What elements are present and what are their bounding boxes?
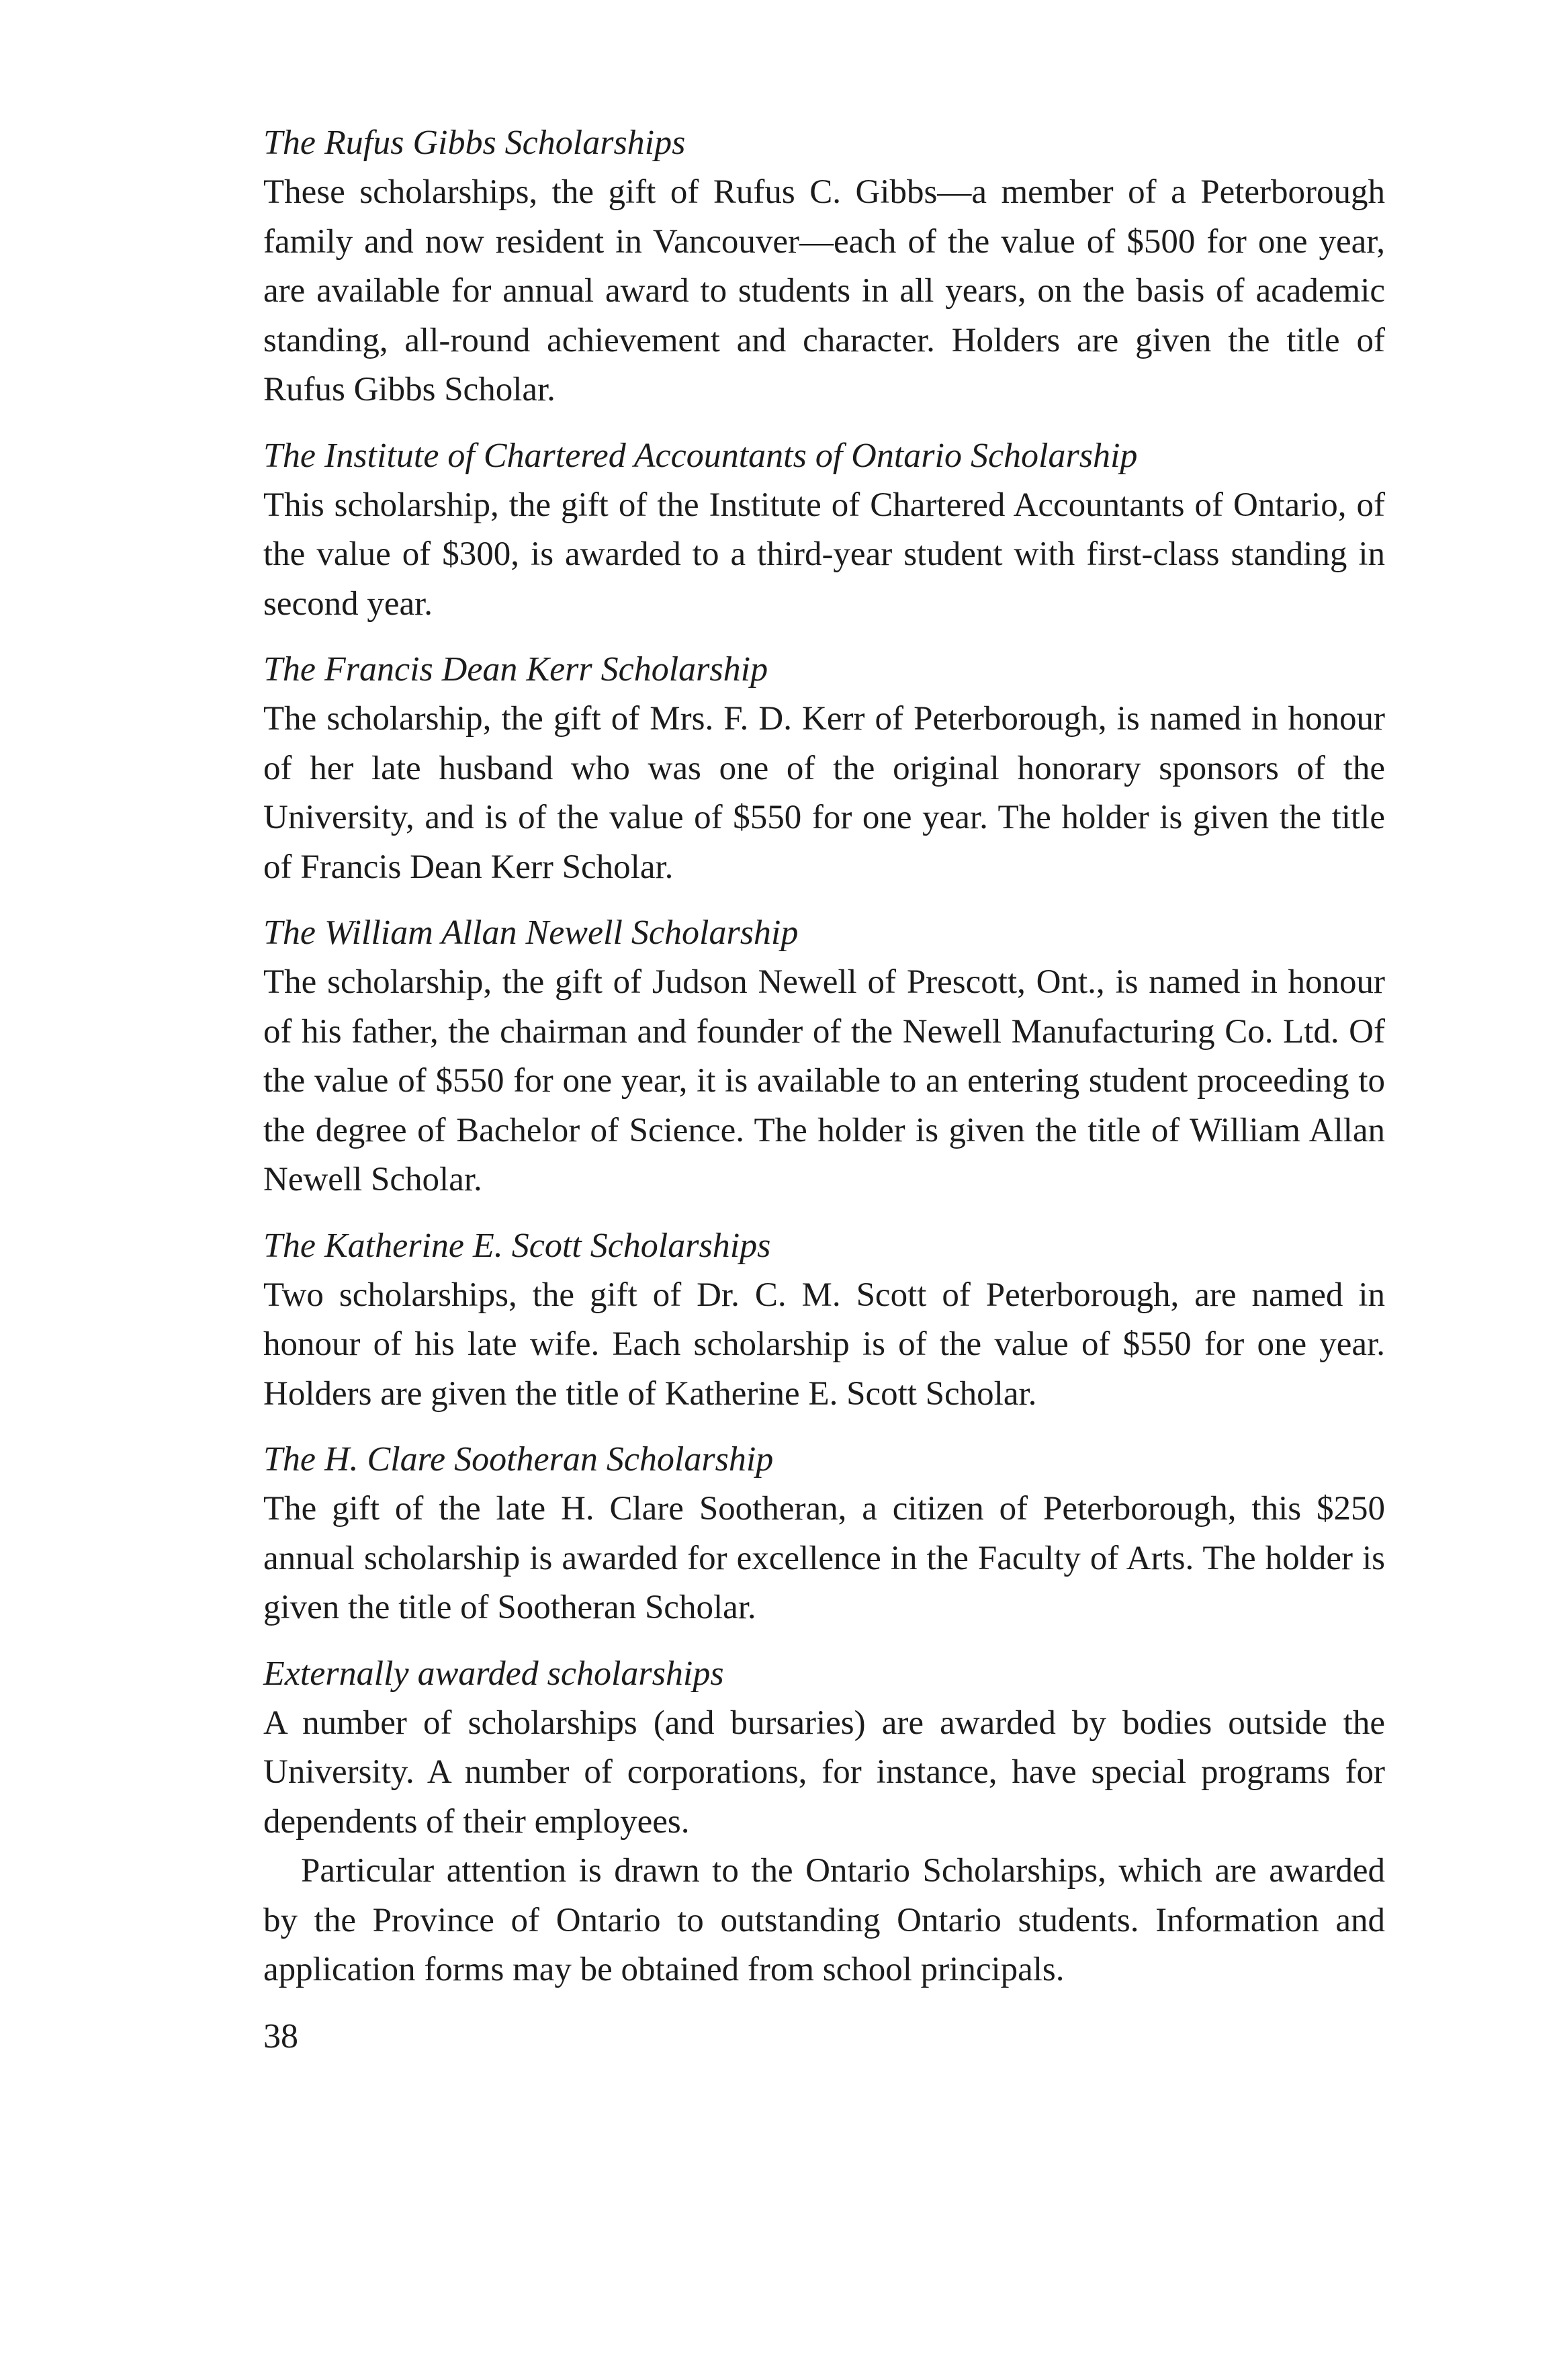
section-paragraph: The gift of the late H. Clare Sootheran, a citizen of Peterborough, this $250 annual scholarship is awarded for excellence in the Faculty of Arts. The holder is given the title of Sootheran Scholar. [263,1490,1385,1626]
section-heading: The Rufus Gibbs Scholarships [263,124,686,162]
section-paragraph: The scholarship, the gift of Mrs. F. D. Kerr of Peterborough, is named in honour of her late husband who was one of the original honorary sponsors of the University, and is of the value of $550 for one year. The holder is given the title of Francis Dean Kerr Scholar. [263,700,1385,886]
section-paragraph: This scholarship, the gift of the Institute of Chartered Accountants of Ontario, of the value of $300, is awarded to a third-year student with first-class standing in second year. [263,486,1385,623]
section-heading: Externally awarded scholarships [263,1654,724,1693]
section-paragraph: The scholarship, the gift of Judson Newell of Prescott, Ont., is named in honour of his father, the chairman and founder of the Newell Manufacturing Co. Ltd. Of the value of $550 for one year, it is available to an entering student proceeding to the degree of Bachelor of Science. The holder is given the title of William Allan Newell Scholar. [263,963,1385,1198]
section-rufus-gibbs [263,121,1385,415]
section-paragraph: These scholarships, the gift of Rufus C. Gibbs—a member of a Peterborough family and now resident in Vancouver—each of the value of $500 for one year, are available for annual award to students in all years, on the basis of academic standing, all-round achievement and character. Holders are given the title of Rufus Gibbs Scholar. [263,173,1385,408]
section-william-allan-newell [263,911,1385,1205]
section-heading: The Katherine E. Scott Scholarships [263,1226,771,1265]
section-clare-sootheran [263,1438,1385,1633]
section-paragraph: A number of scholarships (and bursaries) are awarded by bodies outside the University. A number of corporations, for instance, have special programs for dependents of their employees. [263,1704,1385,1841]
section-katherine-scott [263,1224,1385,1419]
section-heading: The Francis Dean Kerr Scholarship [263,650,768,689]
section-paragraph: Two scholarships, the gift of Dr. C. M. Scott of Peterborough, are named in honour of his late wife. Each scholarship is of the value of $550 for one year. Holders are given the title of Katherine E. Scott Scholar. [263,1276,1385,1413]
section-heading: The William Allan Newell Scholarship [263,914,799,952]
section-heading: The Institute of Chartered Accountants of Ontario Scholarship [263,436,1138,475]
section-externally-awarded [263,1652,1385,1995]
section-francis-dean-kerr [263,648,1385,892]
page-number: 38 [263,2017,298,2056]
section-chartered-accountants [263,434,1385,629]
section-heading: The H. Clare Sootheran Scholarship [263,1440,774,1479]
scholarship-listing [263,121,1385,2014]
section-paragraph: Particular attention is drawn to the Ontario Scholarships, which are awarded by the Province of Ontario to outstanding Ontario students. Information and application forms may be obtained from school principals. [263,1852,1385,1988]
